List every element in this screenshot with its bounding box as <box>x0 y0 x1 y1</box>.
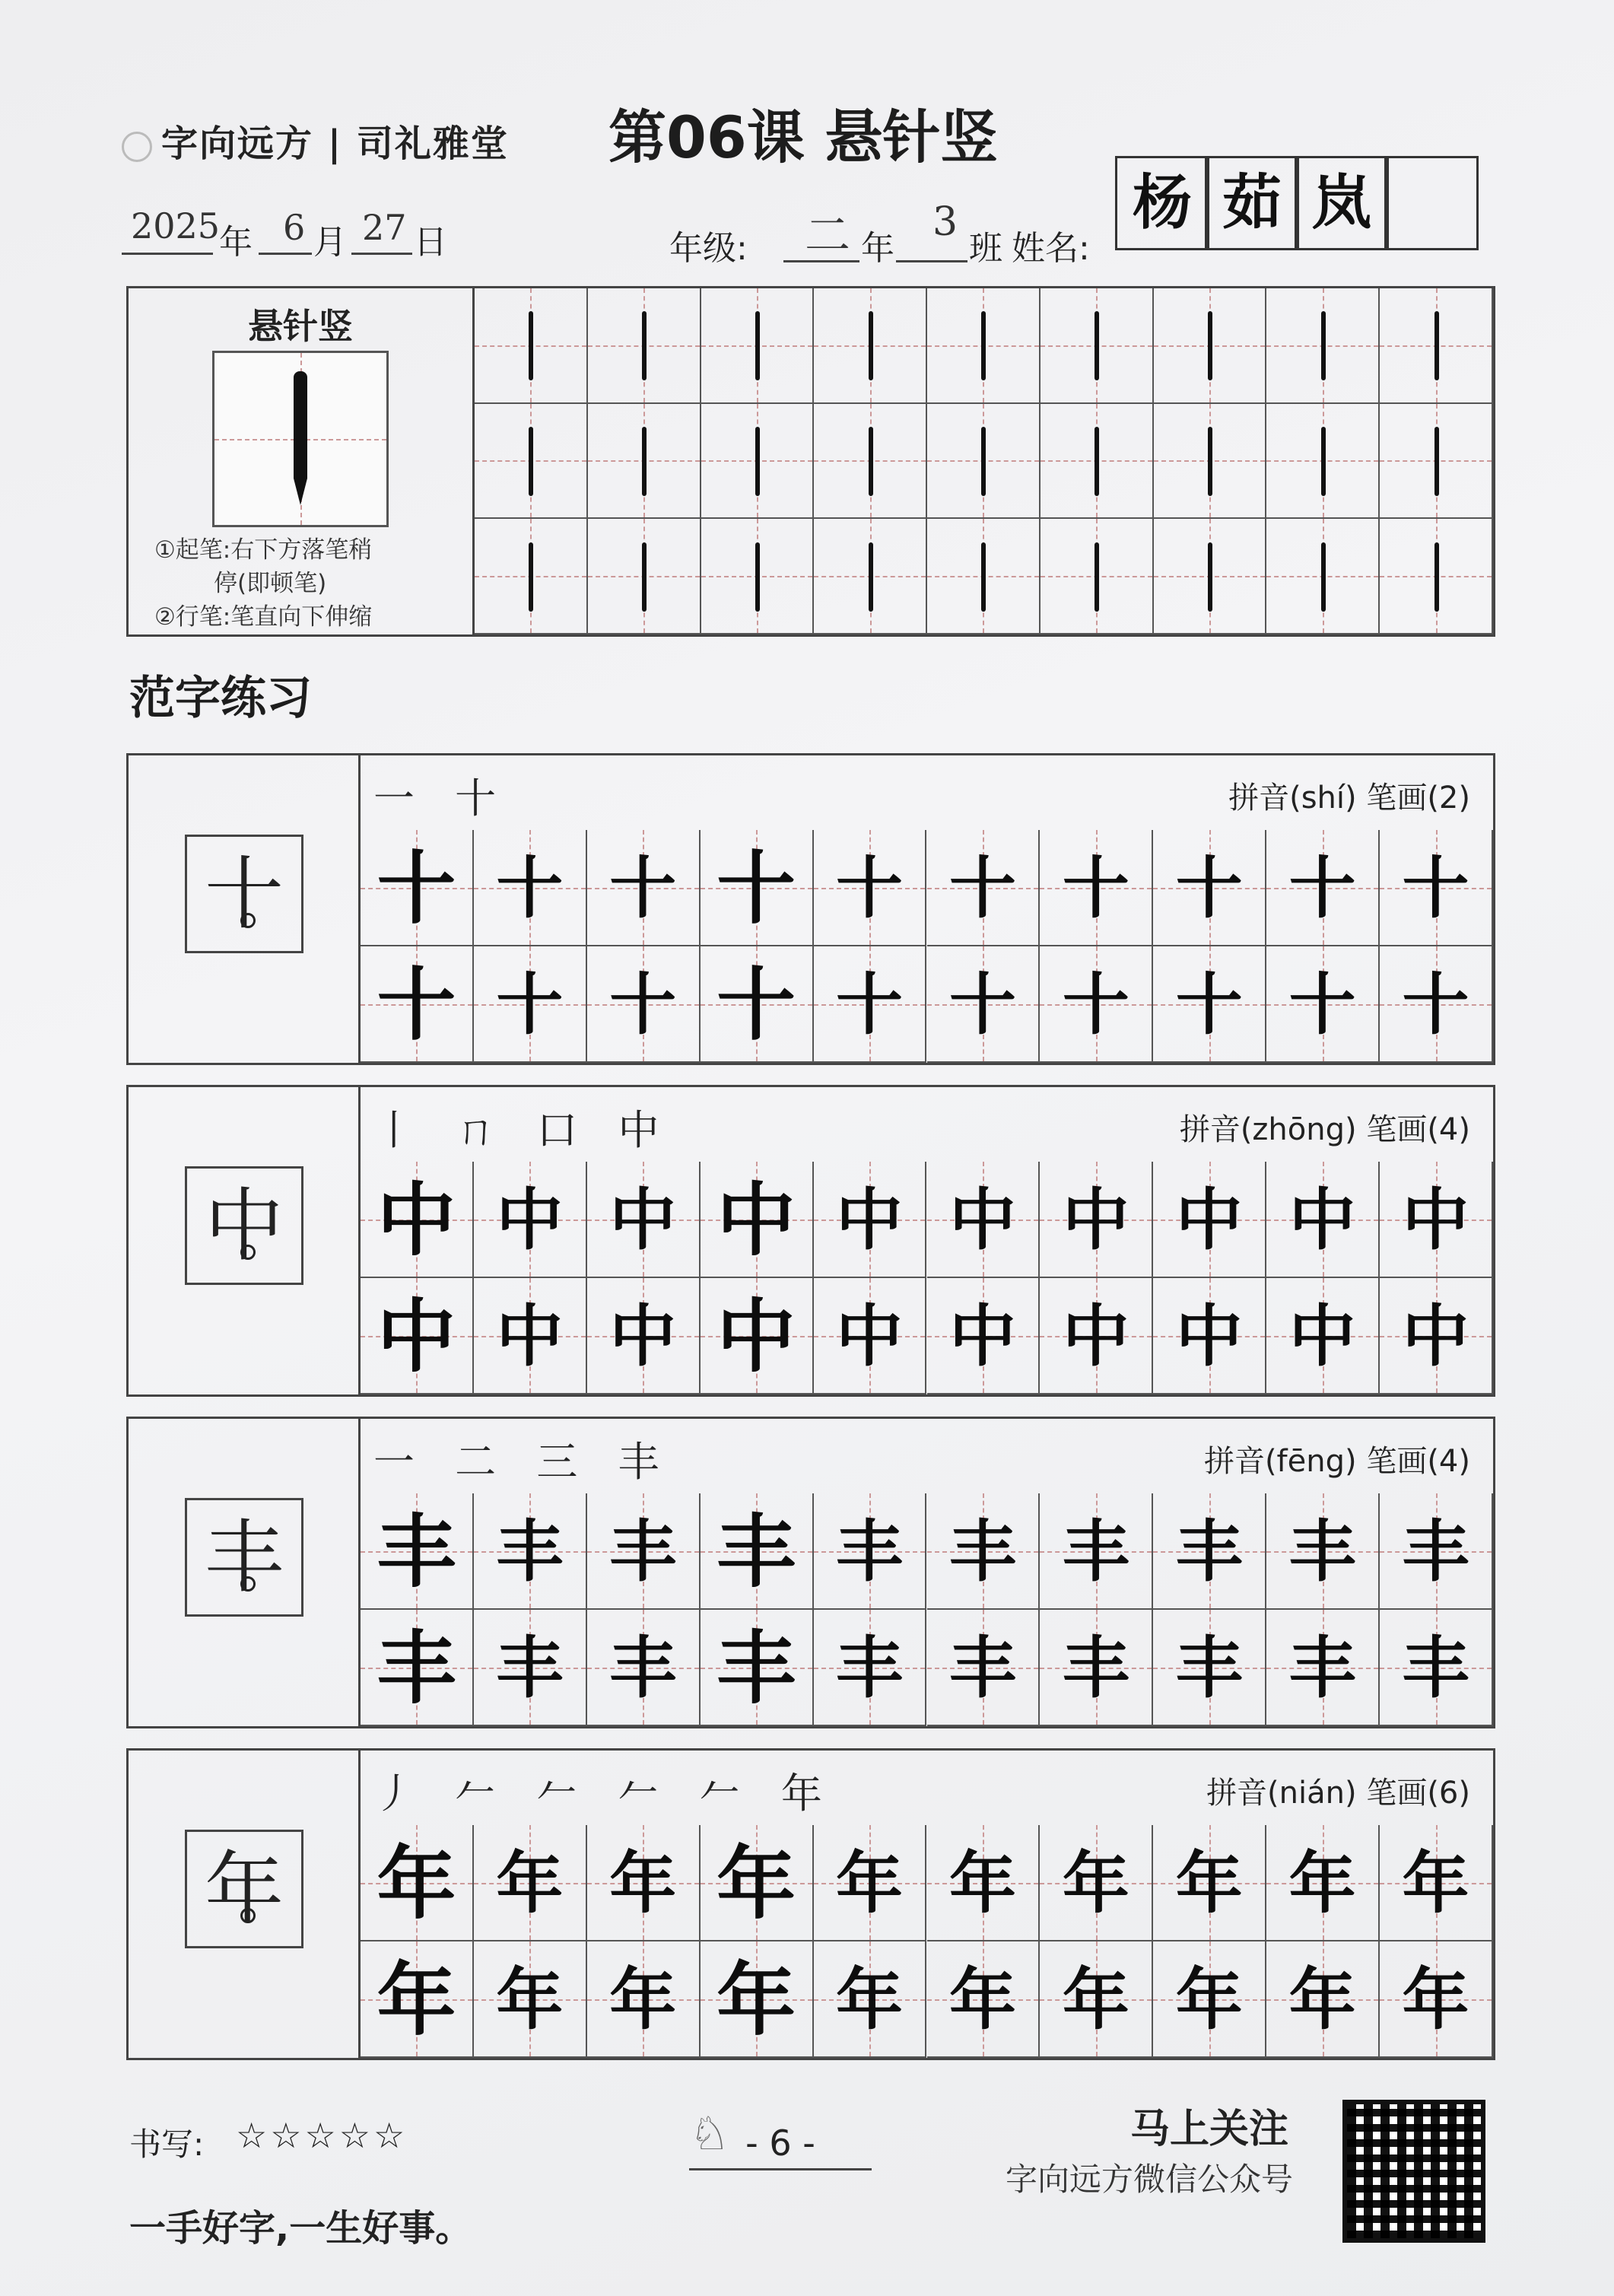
handwritten-stroke <box>1321 542 1326 612</box>
date-year-line <box>122 253 213 255</box>
brand-logo <box>122 114 509 167</box>
pinyin-strokes: 拼音(zhōng) 笔画(4) <box>1179 1112 1470 1147</box>
practice-cell[interactable] <box>474 1162 587 1278</box>
handwritten-char: 丰 <box>948 1628 1016 1707</box>
stroke-order: 一 二 三 丰 <box>373 1438 673 1486</box>
date-year-label: 年 <box>219 223 253 262</box>
practice-cell[interactable] <box>1266 1825 1380 1941</box>
practice-cell[interactable] <box>814 1162 927 1278</box>
practice-cell[interactable] <box>1153 946 1266 1063</box>
name-box-1: 杨 <box>1115 156 1209 250</box>
handwritten-char: 十 <box>948 848 1016 927</box>
handwritten-stroke <box>869 311 873 380</box>
handwritten-char: 丰 <box>496 1512 564 1591</box>
practice-cell[interactable] <box>1153 1941 1266 2058</box>
handwritten-char: 十 <box>716 841 796 935</box>
practice-cell[interactable] <box>587 1278 701 1394</box>
practice-cell[interactable] <box>927 1610 1041 1726</box>
practice-cell[interactable] <box>361 1162 474 1278</box>
handwritten-stroke <box>1434 311 1439 380</box>
handwritten-char: 丰 <box>1288 1512 1356 1591</box>
stroke-practice-cell[interactable] <box>701 404 815 520</box>
name-box-3: 岚 <box>1295 156 1389 250</box>
stroke-practice-cell[interactable] <box>475 404 588 520</box>
practice-cell[interactable] <box>1040 1610 1153 1726</box>
handwritten-char: 中 <box>496 1180 564 1259</box>
date-month: 6 <box>283 207 306 248</box>
follow-text: 马上关注 <box>1130 2107 1289 2152</box>
handwritten-stroke <box>642 542 647 612</box>
practice-cell[interactable] <box>1153 1493 1266 1610</box>
handwritten-char: 丰 <box>836 1512 904 1591</box>
handwritten-stroke <box>981 427 986 496</box>
handwritten-char: 中 <box>948 1180 1016 1259</box>
practice-cell[interactable] <box>1153 830 1266 946</box>
practice-cell[interactable] <box>701 1493 814 1610</box>
practice-grid <box>361 830 1493 1063</box>
handwritten-char: 十 <box>1288 965 1356 1044</box>
model-char: 年 <box>185 1830 303 1948</box>
handwritten-char: 丰 <box>376 1621 456 1715</box>
handwritten-stroke <box>1095 542 1099 612</box>
handwritten-stroke <box>869 542 873 612</box>
stroke-note-1: ①起笔:右下方落笔稍 <box>154 536 373 564</box>
practice-cell[interactable] <box>1153 1610 1266 1726</box>
practice-cell[interactable] <box>701 1610 814 1726</box>
stroke-practice-cell[interactable] <box>1380 519 1493 634</box>
wechat-account: 字向远方微信公众号 <box>1006 2161 1294 2198</box>
handwritten-stroke <box>755 427 760 496</box>
handwritten-char: 丰 <box>1062 1628 1129 1707</box>
practice-grid <box>361 1493 1493 1726</box>
handwritten-char: 十 <box>1402 965 1469 1044</box>
practice-cell[interactable] <box>927 946 1041 1063</box>
practice-cell[interactable] <box>1040 1941 1153 2058</box>
handwritten-stroke <box>1321 311 1326 380</box>
slogan: 一手好字,一生好事。 <box>129 2207 472 2250</box>
page-number: ♘ - 6 - <box>689 2123 872 2170</box>
practice-cell[interactable] <box>587 946 701 1063</box>
date-day-label: 日 <box>414 223 447 262</box>
practice-cell[interactable] <box>474 1610 587 1726</box>
practice-cell[interactable] <box>814 1825 927 1941</box>
practice-cell[interactable] <box>814 1493 927 1610</box>
rating-stars[interactable]: ☆☆☆☆☆ <box>236 2115 408 2156</box>
practice-cell[interactable] <box>701 946 814 1063</box>
handwritten-char: 十 <box>376 841 456 935</box>
handwritten-char: 年 <box>376 1953 456 2046</box>
practice-grid <box>361 1825 1493 2058</box>
handwritten-stroke <box>1321 427 1326 496</box>
handwritten-char: 十 <box>496 848 564 927</box>
handwritten-char: 年 <box>1175 1960 1243 2039</box>
practice-cell[interactable] <box>701 1162 814 1278</box>
practice-cell[interactable] <box>701 1941 814 2058</box>
handwritten-char: 十 <box>609 965 677 1044</box>
practice-cell[interactable] <box>1153 1162 1266 1278</box>
practice-cell[interactable] <box>1380 1162 1493 1278</box>
practice-cell[interactable] <box>474 1278 587 1394</box>
practice-cell[interactable] <box>1266 1493 1380 1610</box>
handwritten-char: 年 <box>948 1960 1016 2039</box>
handwritten-char: 年 <box>376 1836 456 1930</box>
practice-cell[interactable] <box>1266 1162 1380 1278</box>
handwritten-char: 十 <box>836 848 904 927</box>
lesson-title: 第06课 悬针竖 <box>608 103 999 171</box>
handwritten-char: 年 <box>609 1960 677 2039</box>
handwritten-char: 年 <box>1402 1960 1469 2039</box>
handwritten-stroke <box>869 427 873 496</box>
practice-cell[interactable] <box>361 1610 474 1726</box>
practice-cell[interactable] <box>1380 1610 1493 1726</box>
name-box-4 <box>1384 156 1479 250</box>
handwritten-char: 年 <box>496 1843 564 1922</box>
handwritten-char: 年 <box>609 1843 677 1922</box>
practice-cell[interactable] <box>1266 1610 1380 1726</box>
practice-cell[interactable] <box>814 1941 927 2058</box>
stroke-practice-cell[interactable] <box>1266 519 1380 634</box>
handwritten-char: 年 <box>1062 1960 1129 2039</box>
practice-cell[interactable] <box>587 1610 701 1726</box>
handwritten-char: 十 <box>1402 848 1469 927</box>
grade-label: 年级: <box>669 229 748 268</box>
handwritten-char: 丰 <box>716 1621 796 1715</box>
stroke-practice-cell[interactable] <box>701 519 815 634</box>
practice-cell[interactable] <box>1380 946 1493 1063</box>
practice-cell[interactable] <box>927 1493 1041 1610</box>
practice-cell[interactable] <box>1153 1825 1266 1941</box>
practice-cell[interactable] <box>1266 1941 1380 2058</box>
model-char: 十 <box>185 835 303 953</box>
brand-text: 字向远方 | 司礼雅堂 <box>161 122 509 165</box>
stroke-practice-cell[interactable] <box>1154 404 1267 520</box>
handwritten-char: 中 <box>609 1296 677 1375</box>
handwritten-char: 中 <box>1175 1296 1243 1375</box>
practice-cell[interactable] <box>927 1162 1041 1278</box>
handwritten-char: 年 <box>1288 1843 1356 1922</box>
handwritten-stroke <box>755 542 760 612</box>
handwritten-char: 十 <box>948 965 1016 1044</box>
stroke-practice-box <box>126 286 1495 637</box>
stroke-practice-cell[interactable] <box>814 519 927 634</box>
stroke-practice-cell[interactable] <box>1266 404 1380 520</box>
practice-cell[interactable] <box>1040 1493 1153 1610</box>
start-dot-icon <box>240 1245 256 1260</box>
handwritten-char: 年 <box>716 1836 796 1930</box>
practice-cell[interactable] <box>474 946 587 1063</box>
brand-icon <box>122 132 152 162</box>
handwritten-char: 年 <box>716 1953 796 2046</box>
handwritten-char: 丰 <box>1288 1628 1356 1707</box>
handwritten-char: 中 <box>1062 1296 1129 1375</box>
handwritten-stroke <box>1434 427 1439 496</box>
qr-code-icon[interactable] <box>1342 2100 1485 2243</box>
date-month-line <box>259 253 312 255</box>
practice-cell[interactable] <box>927 1825 1041 1941</box>
practice-cell[interactable] <box>1266 1278 1380 1394</box>
grade-suffix: 年 <box>861 229 894 268</box>
practice-cell[interactable] <box>1040 946 1153 1063</box>
handwritten-stroke <box>1434 542 1439 612</box>
practice-cell[interactable] <box>701 830 814 946</box>
handwritten-char: 中 <box>376 1290 456 1383</box>
stroke-practice-cell[interactable] <box>1041 288 1154 404</box>
practice-cell[interactable] <box>361 1825 474 1941</box>
practice-cell[interactable] <box>474 1493 587 1610</box>
handwritten-char: 中 <box>496 1296 564 1375</box>
handwritten-stroke <box>1095 427 1099 496</box>
stroke-practice-cell[interactable] <box>588 404 701 520</box>
practice-cell[interactable] <box>1266 946 1380 1063</box>
stroke-practice-cell[interactable] <box>475 288 588 404</box>
handwritten-char: 丰 <box>716 1505 796 1598</box>
handwritten-char: 中 <box>1175 1180 1243 1259</box>
handwritten-char: 年 <box>836 1843 904 1922</box>
char-block-4 <box>126 1748 1495 2060</box>
vertical-stroke-icon <box>294 371 307 505</box>
stroke-practice-cell[interactable] <box>814 288 927 404</box>
practice-cell[interactable] <box>587 830 701 946</box>
char-block-1 <box>126 753 1495 1065</box>
practice-cell[interactable] <box>1380 1941 1493 2058</box>
grade-value: 二 <box>805 209 850 262</box>
date-year: 2025 <box>131 205 221 246</box>
stroke-practice-cell[interactable] <box>1041 404 1154 520</box>
handwritten-char: 丰 <box>948 1512 1016 1591</box>
date-month-label: 月 <box>313 223 347 262</box>
handwritten-char: 年 <box>1402 1843 1469 1922</box>
char-block-2 <box>126 1085 1495 1397</box>
start-dot-icon <box>240 913 256 928</box>
practice-cell[interactable] <box>1380 830 1493 946</box>
class-line <box>896 260 967 262</box>
stroke-practice-cell[interactable] <box>927 288 1041 404</box>
practice-cell[interactable] <box>814 946 927 1063</box>
model-cell <box>129 1419 361 1726</box>
handwritten-char: 中 <box>1402 1296 1469 1375</box>
pinyin-strokes: 拼音(shí) 笔画(2) <box>1228 781 1470 816</box>
name-label: 姓名: <box>1012 229 1090 268</box>
handwritten-char: 十 <box>836 965 904 1044</box>
handwritten-char: 十 <box>1175 848 1243 927</box>
name-box-2: 茹 <box>1205 156 1299 250</box>
model-char: 中 <box>185 1166 303 1285</box>
pinyin-strokes: 拼音(nián) 笔画(6) <box>1206 1776 1470 1811</box>
handwritten-stroke <box>529 311 533 380</box>
handwritten-char: 丰 <box>1402 1628 1469 1707</box>
date-day-line <box>351 253 412 255</box>
stroke-practice-cell[interactable] <box>588 519 701 634</box>
handwritten-char: 中 <box>1402 1180 1469 1259</box>
practice-cell[interactable] <box>361 1493 474 1610</box>
practice-cell[interactable] <box>814 1278 927 1394</box>
practice-cell[interactable] <box>587 1941 701 2058</box>
practice-cell[interactable] <box>361 946 474 1063</box>
class-suffix: 班 <box>969 229 1002 268</box>
practice-cell[interactable] <box>474 830 587 946</box>
handwritten-char: 中 <box>1288 1296 1356 1375</box>
stroke-practice-cell[interactable] <box>475 519 588 634</box>
handwritten-char: 丰 <box>609 1628 677 1707</box>
stroke-note-1b: 停(即顿笔) <box>214 570 327 597</box>
handwritten-char: 中 <box>836 1296 904 1375</box>
handwritten-char: 中 <box>716 1173 796 1267</box>
stroke-name: 悬针竖 <box>248 306 353 347</box>
practice-section-title: 范字练习 <box>129 672 312 725</box>
model-char: 丰 <box>185 1498 303 1617</box>
practice-cell[interactable] <box>814 1610 927 1726</box>
practice-cell[interactable] <box>587 1162 701 1278</box>
model-cell <box>129 1751 361 2058</box>
class-value: 3 <box>932 199 958 245</box>
practice-cell[interactable] <box>701 1825 814 1941</box>
handwritten-char: 中 <box>609 1180 677 1259</box>
handwritten-char: 年 <box>1062 1843 1129 1922</box>
handwritten-char: 中 <box>376 1173 456 1267</box>
practice-cell[interactable] <box>1040 830 1153 946</box>
handwritten-char: 十 <box>496 965 564 1044</box>
handwritten-char: 十 <box>376 958 456 1051</box>
practice-cell[interactable] <box>1380 1493 1493 1610</box>
practice-cell[interactable] <box>474 1941 587 2058</box>
handwritten-char: 中 <box>836 1180 904 1259</box>
handwritten-char: 中 <box>1288 1180 1356 1259</box>
practice-cell[interactable] <box>927 1278 1041 1394</box>
stroke-practice-cell[interactable] <box>927 404 1041 520</box>
stroke-practice-cell[interactable] <box>1154 519 1267 634</box>
stroke-practice-cell[interactable] <box>1380 288 1493 404</box>
handwritten-stroke <box>529 542 533 612</box>
handwritten-char: 十 <box>1288 848 1356 927</box>
stroke-practice-cell[interactable] <box>927 519 1041 634</box>
handwritten-char: 中 <box>716 1290 796 1383</box>
start-dot-icon <box>240 1908 256 1923</box>
stroke-grid <box>475 288 1493 634</box>
handwritten-char: 十 <box>1175 965 1243 1044</box>
practice-cell[interactable] <box>1040 1162 1153 1278</box>
practice-cell[interactable] <box>814 830 927 946</box>
practice-cell[interactable] <box>927 1941 1041 2058</box>
practice-cell[interactable] <box>361 830 474 946</box>
rabbit-icon: ♘ <box>689 2107 730 2161</box>
handwritten-stroke <box>1208 427 1212 496</box>
writing-label: 书写: <box>129 2126 205 2163</box>
handwritten-char: 丰 <box>1175 1628 1243 1707</box>
handwritten-char: 丰 <box>496 1628 564 1707</box>
handwritten-char: 中 <box>1062 1180 1129 1259</box>
handwritten-char: 年 <box>948 1843 1016 1922</box>
stroke-practice-cell[interactable] <box>1154 288 1267 404</box>
stroke-order: 一 十 <box>373 774 510 822</box>
stroke-practice-cell[interactable] <box>1041 519 1154 634</box>
stroke-practice-cell[interactable] <box>1266 288 1380 404</box>
practice-cell[interactable] <box>361 1278 474 1394</box>
stroke-order: 丿 𠂉 𠂉 𠂉 𠂉 年 <box>373 1770 836 1817</box>
handwritten-stroke <box>755 311 760 380</box>
handwritten-char: 年 <box>836 1960 904 2039</box>
stroke-order: 丨 ㄇ 口 中 <box>373 1106 673 1154</box>
handwritten-stroke <box>642 427 647 496</box>
handwritten-char: 十 <box>716 958 796 1051</box>
handwritten-char: 年 <box>1175 1843 1243 1922</box>
handwritten-char: 十 <box>1062 848 1129 927</box>
handwritten-stroke <box>981 542 986 612</box>
char-block-3 <box>126 1417 1495 1728</box>
handwritten-stroke <box>1095 311 1099 380</box>
practice-cell[interactable] <box>587 1493 701 1610</box>
practice-cell[interactable] <box>361 1941 474 2058</box>
handwritten-stroke <box>1208 542 1212 612</box>
handwritten-stroke <box>981 311 986 380</box>
handwritten-char: 丰 <box>1062 1512 1129 1591</box>
model-cell <box>129 755 361 1063</box>
stroke-practice-cell[interactable] <box>1380 404 1493 520</box>
practice-cell[interactable] <box>1040 1278 1153 1394</box>
stroke-practice-cell[interactable] <box>701 288 815 404</box>
practice-cell[interactable] <box>1266 830 1380 946</box>
practice-cell[interactable] <box>1040 1825 1153 1941</box>
handwritten-char: 丰 <box>376 1505 456 1598</box>
handwritten-stroke <box>1208 311 1212 380</box>
practice-cell[interactable] <box>701 1278 814 1394</box>
grade-line <box>783 260 859 262</box>
practice-cell[interactable] <box>474 1825 587 1941</box>
pinyin-strokes: 拼音(fēng) 笔画(4) <box>1203 1444 1470 1479</box>
handwritten-char: 年 <box>1288 1960 1356 2039</box>
stroke-demo <box>129 288 475 634</box>
handwritten-char: 丰 <box>1175 1512 1243 1591</box>
handwritten-char: 年 <box>496 1960 564 2039</box>
handwritten-stroke <box>529 427 533 496</box>
start-dot-icon <box>240 1576 256 1592</box>
handwritten-char: 十 <box>609 848 677 927</box>
handwritten-char: 丰 <box>1402 1512 1469 1591</box>
stroke-diagram <box>212 351 389 527</box>
practice-cell[interactable] <box>587 1825 701 1941</box>
handwritten-char: 丰 <box>836 1628 904 1707</box>
stroke-practice-cell[interactable] <box>588 288 701 404</box>
practice-cell[interactable] <box>1380 1825 1493 1941</box>
model-cell <box>129 1087 361 1394</box>
handwritten-char: 中 <box>948 1296 1016 1375</box>
practice-cell[interactable] <box>1380 1278 1493 1394</box>
handwritten-stroke <box>642 311 647 380</box>
handwritten-char: 丰 <box>609 1512 677 1591</box>
stroke-practice-cell[interactable] <box>814 404 927 520</box>
stroke-note-2: ②行笔:笔直向下伸缩 <box>154 603 373 631</box>
practice-grid <box>361 1162 1493 1394</box>
practice-cell[interactable] <box>1153 1278 1266 1394</box>
date-day: 27 <box>362 207 407 248</box>
practice-cell[interactable] <box>927 830 1041 946</box>
handwritten-char: 十 <box>1062 965 1129 1044</box>
